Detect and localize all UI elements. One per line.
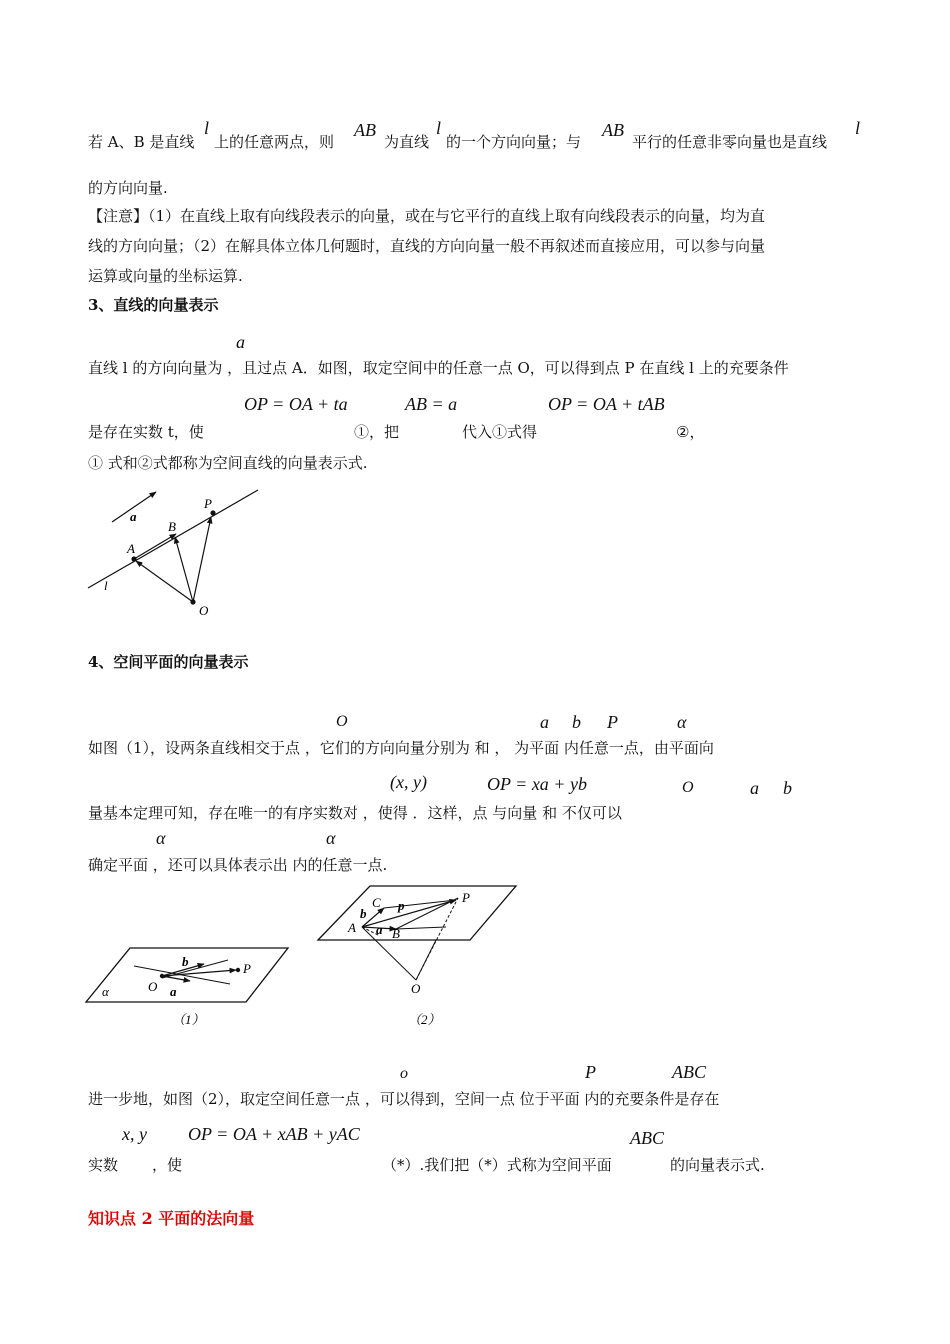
symbol-alpha: α: [156, 828, 166, 848]
symbol-alpha: α: [326, 828, 336, 848]
equation-1: OP = OA + ta: [244, 394, 348, 414]
sec4-line-2: 量基本定理可知，存在唯一的有序实数对 ，使得 ．这样，点 与向量 和 不仅可以: [88, 804, 622, 822]
equation-plane: OP = xa + yb: [487, 774, 587, 794]
symbol-O: o: [400, 1065, 408, 1082]
label-A: A: [127, 541, 135, 556]
symbol-l: l: [855, 118, 861, 138]
sec3-line-3: ① 式和②式都称为空间直线的向量表示式.: [88, 454, 368, 472]
symbol-b: b: [572, 712, 581, 732]
equation-plane-abc: OP = OA + xAB + yAC: [188, 1124, 360, 1144]
label-A: A: [348, 920, 356, 935]
symbol-ab: AB: [602, 120, 624, 140]
sec5-line-2d: 的向量表示式.: [670, 1156, 765, 1174]
caption-figure-2: （2）: [408, 1012, 441, 1027]
knowledge-point-heading: 知识点 2 平面的法向量: [88, 1209, 255, 1228]
symbol-P: P: [607, 712, 618, 732]
sec4-line-3: 确定平面 ，还可以具体表示出 内的任意一点.: [88, 856, 388, 874]
label-B: B: [168, 519, 176, 534]
symbol-ABC: ABC: [630, 1128, 664, 1148]
label-a: a: [170, 984, 177, 999]
intro-text-6: 的方向向量.: [88, 179, 168, 197]
symbol-pair: (x, y): [390, 772, 427, 792]
sec3-line-1: 直线 l 的方向向量为 ，且过点 A．如图，取定空间中的任意一点 O，可以得到点 P 在直线 l 上的充要条件: [88, 359, 789, 377]
sec3-line-2d: ②，: [676, 423, 705, 441]
symbol-ab: AB: [354, 120, 376, 140]
label-O: O: [199, 603, 209, 618]
symbol-a: a: [236, 332, 245, 352]
sec3-line-2b: ①，把: [354, 423, 400, 441]
equation-2: AB = a: [405, 394, 458, 414]
note-line-2: 线的方向向量；（2）在解具体立体几何题时，直线的方向向量一般不再叙述而直接应用，可以参与向量: [88, 237, 766, 255]
note-line-1: 【注意】（1）在直线上取有向线段表示的向量，或在与它平行的直线上取有向线段表示的向量，均为直: [88, 207, 766, 225]
label-p: p: [398, 898, 405, 913]
sec5-line-2b: ，使: [152, 1156, 183, 1174]
label-O: O: [411, 981, 421, 996]
symbol-l: l: [204, 118, 210, 138]
label-C: C: [372, 895, 381, 910]
intro-text-1: 若 A、B 是直线: [88, 133, 195, 151]
sec5-line-1: 进一步地，如图（2），取定空间任意一点 ，可以得到，空间一点 位于平面 内的充要条件是存在: [88, 1090, 720, 1108]
label-a: a: [130, 509, 137, 524]
intro-text-4: 的一个方向向量；与: [446, 133, 582, 151]
symbol-alpha: α: [677, 712, 687, 732]
label-l: l: [104, 578, 108, 593]
sec3-line-2c: 代入①式得: [462, 423, 538, 441]
label-b: b: [182, 954, 189, 969]
sec4-line-1: 如图（1），设两条直线相交于点 ，它们的方向向量分别为 和 ， 为平面 内任意一点，由平面向: [88, 739, 714, 757]
note-line-3: 运算或向量的坐标运算.: [88, 267, 243, 285]
equation-3: OP = OA + tAB: [548, 394, 665, 414]
label-B: B: [392, 926, 400, 941]
label-P: P: [204, 496, 212, 511]
symbol-b: b: [783, 778, 792, 798]
symbol-ABC: ABC: [672, 1062, 706, 1082]
symbol-l: l: [436, 118, 442, 138]
label-a: a: [376, 922, 383, 937]
symbol-a: a: [750, 778, 759, 798]
symbol-xy: x, y: [122, 1124, 147, 1144]
section-heading: 3、直线的向量表示: [88, 296, 219, 314]
intro-text-2: 上的任意两点，则: [214, 133, 335, 151]
line-vector-figure: [82, 482, 282, 622]
label-O: O: [148, 979, 158, 994]
symbol-O: O: [682, 779, 694, 796]
label-P: P: [243, 961, 251, 976]
label-b: b: [360, 906, 367, 921]
intro-text-3: 为直线: [384, 133, 430, 151]
symbol-O: O: [336, 713, 348, 730]
symbol-a: a: [540, 712, 549, 732]
plane-vector-figure: [80, 880, 530, 1035]
symbol-P: P: [585, 1062, 596, 1082]
section-heading: 4、空间平面的向量表示: [88, 653, 249, 671]
label-alpha: α: [102, 984, 109, 999]
label-P: P: [462, 890, 470, 905]
sec5-line-2a: 实数: [88, 1156, 119, 1174]
sec5-line-2c: （*）.我们把（*）式称为空间平面: [382, 1156, 612, 1174]
sec3-line-2a: 是存在实数 t，使: [88, 423, 204, 441]
caption-figure-1: （1）: [172, 1012, 205, 1027]
intro-text-5: 平行的任意非零向量也是直线: [632, 133, 828, 151]
